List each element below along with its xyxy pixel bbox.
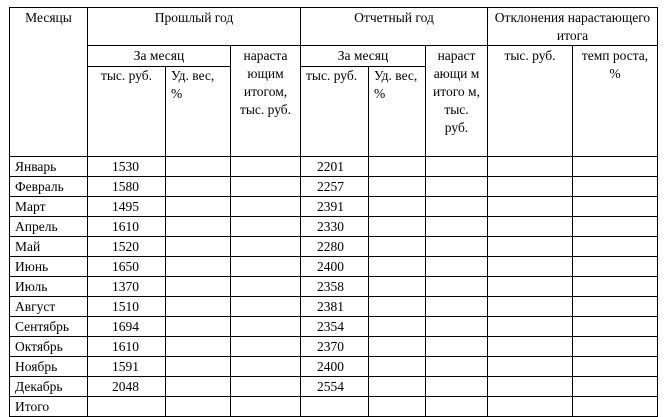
report-cumulative-cell bbox=[426, 277, 488, 297]
prev-thous-rub-cell: 1510 bbox=[88, 297, 166, 317]
header-row-2 bbox=[10, 46, 658, 67]
month-cell: Апрель bbox=[10, 217, 88, 237]
header-months: Месяцы bbox=[10, 8, 88, 157]
dev-growth-cell bbox=[573, 337, 658, 357]
prev-cumulative-cell bbox=[231, 157, 301, 177]
prev-share-cell bbox=[166, 157, 231, 177]
dev-growth-cell bbox=[573, 197, 658, 217]
prev-thous-rub-cell: 2048 bbox=[88, 377, 166, 397]
prev-share-cell bbox=[166, 237, 231, 257]
prev-cumulative-cell bbox=[231, 297, 301, 317]
report-share-cell bbox=[369, 257, 426, 277]
prev-thous-rub-cell: 1610 bbox=[88, 217, 166, 237]
header-thous-rub-report: тыс. руб. bbox=[301, 67, 369, 157]
month-cell: Ноябрь bbox=[10, 357, 88, 377]
prev-share-cell bbox=[166, 337, 231, 357]
header-per-month-report: За месяц bbox=[301, 46, 426, 67]
prev-share-cell bbox=[166, 357, 231, 377]
header-dev-thous-rub: тыс. руб. bbox=[488, 46, 573, 157]
prev-cumulative-cell bbox=[231, 217, 301, 237]
dev-growth-cell bbox=[573, 317, 658, 337]
prev-cumulative-cell bbox=[231, 357, 301, 377]
prev-cumulative-cell bbox=[231, 177, 301, 197]
prev-thous-rub-cell: 1495 bbox=[88, 197, 166, 217]
month-cell: Июнь bbox=[10, 257, 88, 277]
prev-thous-rub-cell: 1520 bbox=[88, 237, 166, 257]
table-row bbox=[10, 197, 658, 217]
month-cell: Май bbox=[10, 237, 88, 257]
report-cumulative-cell bbox=[426, 317, 488, 337]
header-share-report: Уд. вес, % bbox=[369, 67, 426, 157]
total-cell bbox=[426, 397, 488, 417]
table-row bbox=[10, 357, 658, 377]
report-share-cell bbox=[369, 337, 426, 357]
header-thous-rub-prev: тыс. руб. bbox=[88, 67, 166, 157]
report-share-cell bbox=[369, 297, 426, 317]
prev-cumulative-cell bbox=[231, 337, 301, 357]
month-cell: Январь bbox=[10, 157, 88, 177]
report-share-cell bbox=[369, 357, 426, 377]
report-cumulative-cell bbox=[426, 177, 488, 197]
header-cumulative-report: нараст ающи м итого м, тыс. руб. bbox=[426, 46, 488, 157]
prev-thous-rub-cell: 1694 bbox=[88, 317, 166, 337]
dev-thous-rub-cell bbox=[488, 317, 573, 337]
prev-thous-rub-cell: 1530 bbox=[88, 157, 166, 177]
table-row bbox=[10, 177, 658, 197]
prev-share-cell bbox=[166, 317, 231, 337]
prev-share-cell bbox=[166, 217, 231, 237]
report-cumulative-cell bbox=[426, 197, 488, 217]
prev-share-cell bbox=[166, 297, 231, 317]
table-row bbox=[10, 317, 658, 337]
report-thous-rub-cell: 2330 bbox=[301, 217, 369, 237]
total-cell bbox=[573, 397, 658, 417]
dev-thous-rub-cell bbox=[488, 157, 573, 177]
table-row bbox=[10, 157, 658, 177]
table-row bbox=[10, 337, 658, 357]
month-cell: Август bbox=[10, 297, 88, 317]
month-cell: Февраль bbox=[10, 177, 88, 197]
report-thous-rub-cell: 2257 bbox=[301, 177, 369, 197]
report-share-cell bbox=[369, 177, 426, 197]
header-row-1 bbox=[10, 8, 658, 46]
prev-cumulative-cell bbox=[231, 257, 301, 277]
header-cumulative-prev: нараста ющим итогом, тыс. руб. bbox=[231, 46, 301, 157]
month-cell: Июль bbox=[10, 277, 88, 297]
prev-thous-rub-cell: 1580 bbox=[88, 177, 166, 197]
header-deviation: Отклонения нарастающего итога bbox=[488, 8, 658, 46]
table-row bbox=[10, 257, 658, 277]
report-cumulative-cell bbox=[426, 337, 488, 357]
table-row bbox=[10, 237, 658, 257]
total-cell bbox=[301, 397, 369, 417]
dev-thous-rub-cell bbox=[488, 277, 573, 297]
report-thous-rub-cell: 2400 bbox=[301, 257, 369, 277]
header-report-year: Отчетный год bbox=[301, 8, 488, 46]
report-thous-rub-cell: 2354 bbox=[301, 317, 369, 337]
dev-growth-cell bbox=[573, 177, 658, 197]
report-thous-rub-cell: 2280 bbox=[301, 237, 369, 257]
report-share-cell bbox=[369, 157, 426, 177]
report-thous-rub-cell: 2358 bbox=[301, 277, 369, 297]
table-row bbox=[10, 277, 658, 297]
prev-cumulative-cell bbox=[231, 277, 301, 297]
report-cumulative-cell bbox=[426, 217, 488, 237]
dev-thous-rub-cell bbox=[488, 197, 573, 217]
dev-growth-cell bbox=[573, 277, 658, 297]
report-table bbox=[9, 7, 658, 417]
total-cell bbox=[88, 397, 166, 417]
dev-thous-rub-cell bbox=[488, 337, 573, 357]
report-share-cell bbox=[369, 237, 426, 257]
report-cumulative-cell bbox=[426, 357, 488, 377]
dev-growth-cell bbox=[573, 237, 658, 257]
header-share-prev: Уд. вес, % bbox=[166, 67, 231, 157]
table-row bbox=[10, 377, 658, 397]
dev-thous-rub-cell bbox=[488, 217, 573, 237]
month-cell: Декабрь bbox=[10, 377, 88, 397]
header-prev-year: Прошлый год bbox=[88, 8, 301, 46]
dev-thous-rub-cell bbox=[488, 357, 573, 377]
table-row bbox=[10, 297, 658, 317]
report-thous-rub-cell: 2554 bbox=[301, 377, 369, 397]
prev-thous-rub-cell: 1650 bbox=[88, 257, 166, 277]
prev-cumulative-cell bbox=[231, 377, 301, 397]
report-thous-rub-cell: 2381 bbox=[301, 297, 369, 317]
dev-growth-cell bbox=[573, 357, 658, 377]
prev-cumulative-cell bbox=[231, 197, 301, 217]
dev-growth-cell bbox=[573, 217, 658, 237]
prev-thous-rub-cell: 1370 bbox=[88, 277, 166, 297]
report-share-cell bbox=[369, 217, 426, 237]
report-cumulative-cell bbox=[426, 157, 488, 177]
total-cell bbox=[488, 397, 573, 417]
prev-thous-rub-cell: 1591 bbox=[88, 357, 166, 377]
report-thous-rub-cell: 2391 bbox=[301, 197, 369, 217]
report-cumulative-cell bbox=[426, 297, 488, 317]
table-body bbox=[10, 8, 658, 417]
total-label: Итого bbox=[10, 397, 88, 417]
prev-cumulative-cell bbox=[231, 317, 301, 337]
table-row bbox=[10, 217, 658, 237]
prev-share-cell bbox=[166, 197, 231, 217]
total-cell bbox=[369, 397, 426, 417]
month-cell: Сентябрь bbox=[10, 317, 88, 337]
dev-thous-rub-cell bbox=[488, 377, 573, 397]
report-share-cell bbox=[369, 377, 426, 397]
month-cell: Март bbox=[10, 197, 88, 217]
dev-thous-rub-cell bbox=[488, 177, 573, 197]
dev-growth-cell bbox=[573, 377, 658, 397]
dev-growth-cell bbox=[573, 157, 658, 177]
dev-growth-cell bbox=[573, 257, 658, 277]
prev-share-cell bbox=[166, 377, 231, 397]
header-per-month-prev: За месяц bbox=[88, 46, 231, 67]
report-thous-rub-cell: 2370 bbox=[301, 337, 369, 357]
month-cell: Октябрь bbox=[10, 337, 88, 357]
dev-growth-cell bbox=[573, 297, 658, 317]
dev-thous-rub-cell bbox=[488, 297, 573, 317]
dev-thous-rub-cell bbox=[488, 257, 573, 277]
prev-thous-rub-cell: 1610 bbox=[88, 337, 166, 357]
report-thous-rub-cell: 2400 bbox=[301, 357, 369, 377]
report-cumulative-cell bbox=[426, 257, 488, 277]
total-cell bbox=[166, 397, 231, 417]
report-share-cell bbox=[369, 197, 426, 217]
report-thous-rub-cell: 2201 bbox=[301, 157, 369, 177]
total-row bbox=[10, 397, 658, 417]
prev-cumulative-cell bbox=[231, 237, 301, 257]
prev-share-cell bbox=[166, 177, 231, 197]
dev-thous-rub-cell bbox=[488, 237, 573, 257]
report-share-cell bbox=[369, 317, 426, 337]
total-cell bbox=[231, 397, 301, 417]
report-share-cell bbox=[369, 277, 426, 297]
header-dev-growth: темп роста, % bbox=[573, 46, 658, 157]
report-cumulative-cell bbox=[426, 237, 488, 257]
prev-share-cell bbox=[166, 257, 231, 277]
report-cumulative-cell bbox=[426, 377, 488, 397]
prev-share-cell bbox=[166, 277, 231, 297]
